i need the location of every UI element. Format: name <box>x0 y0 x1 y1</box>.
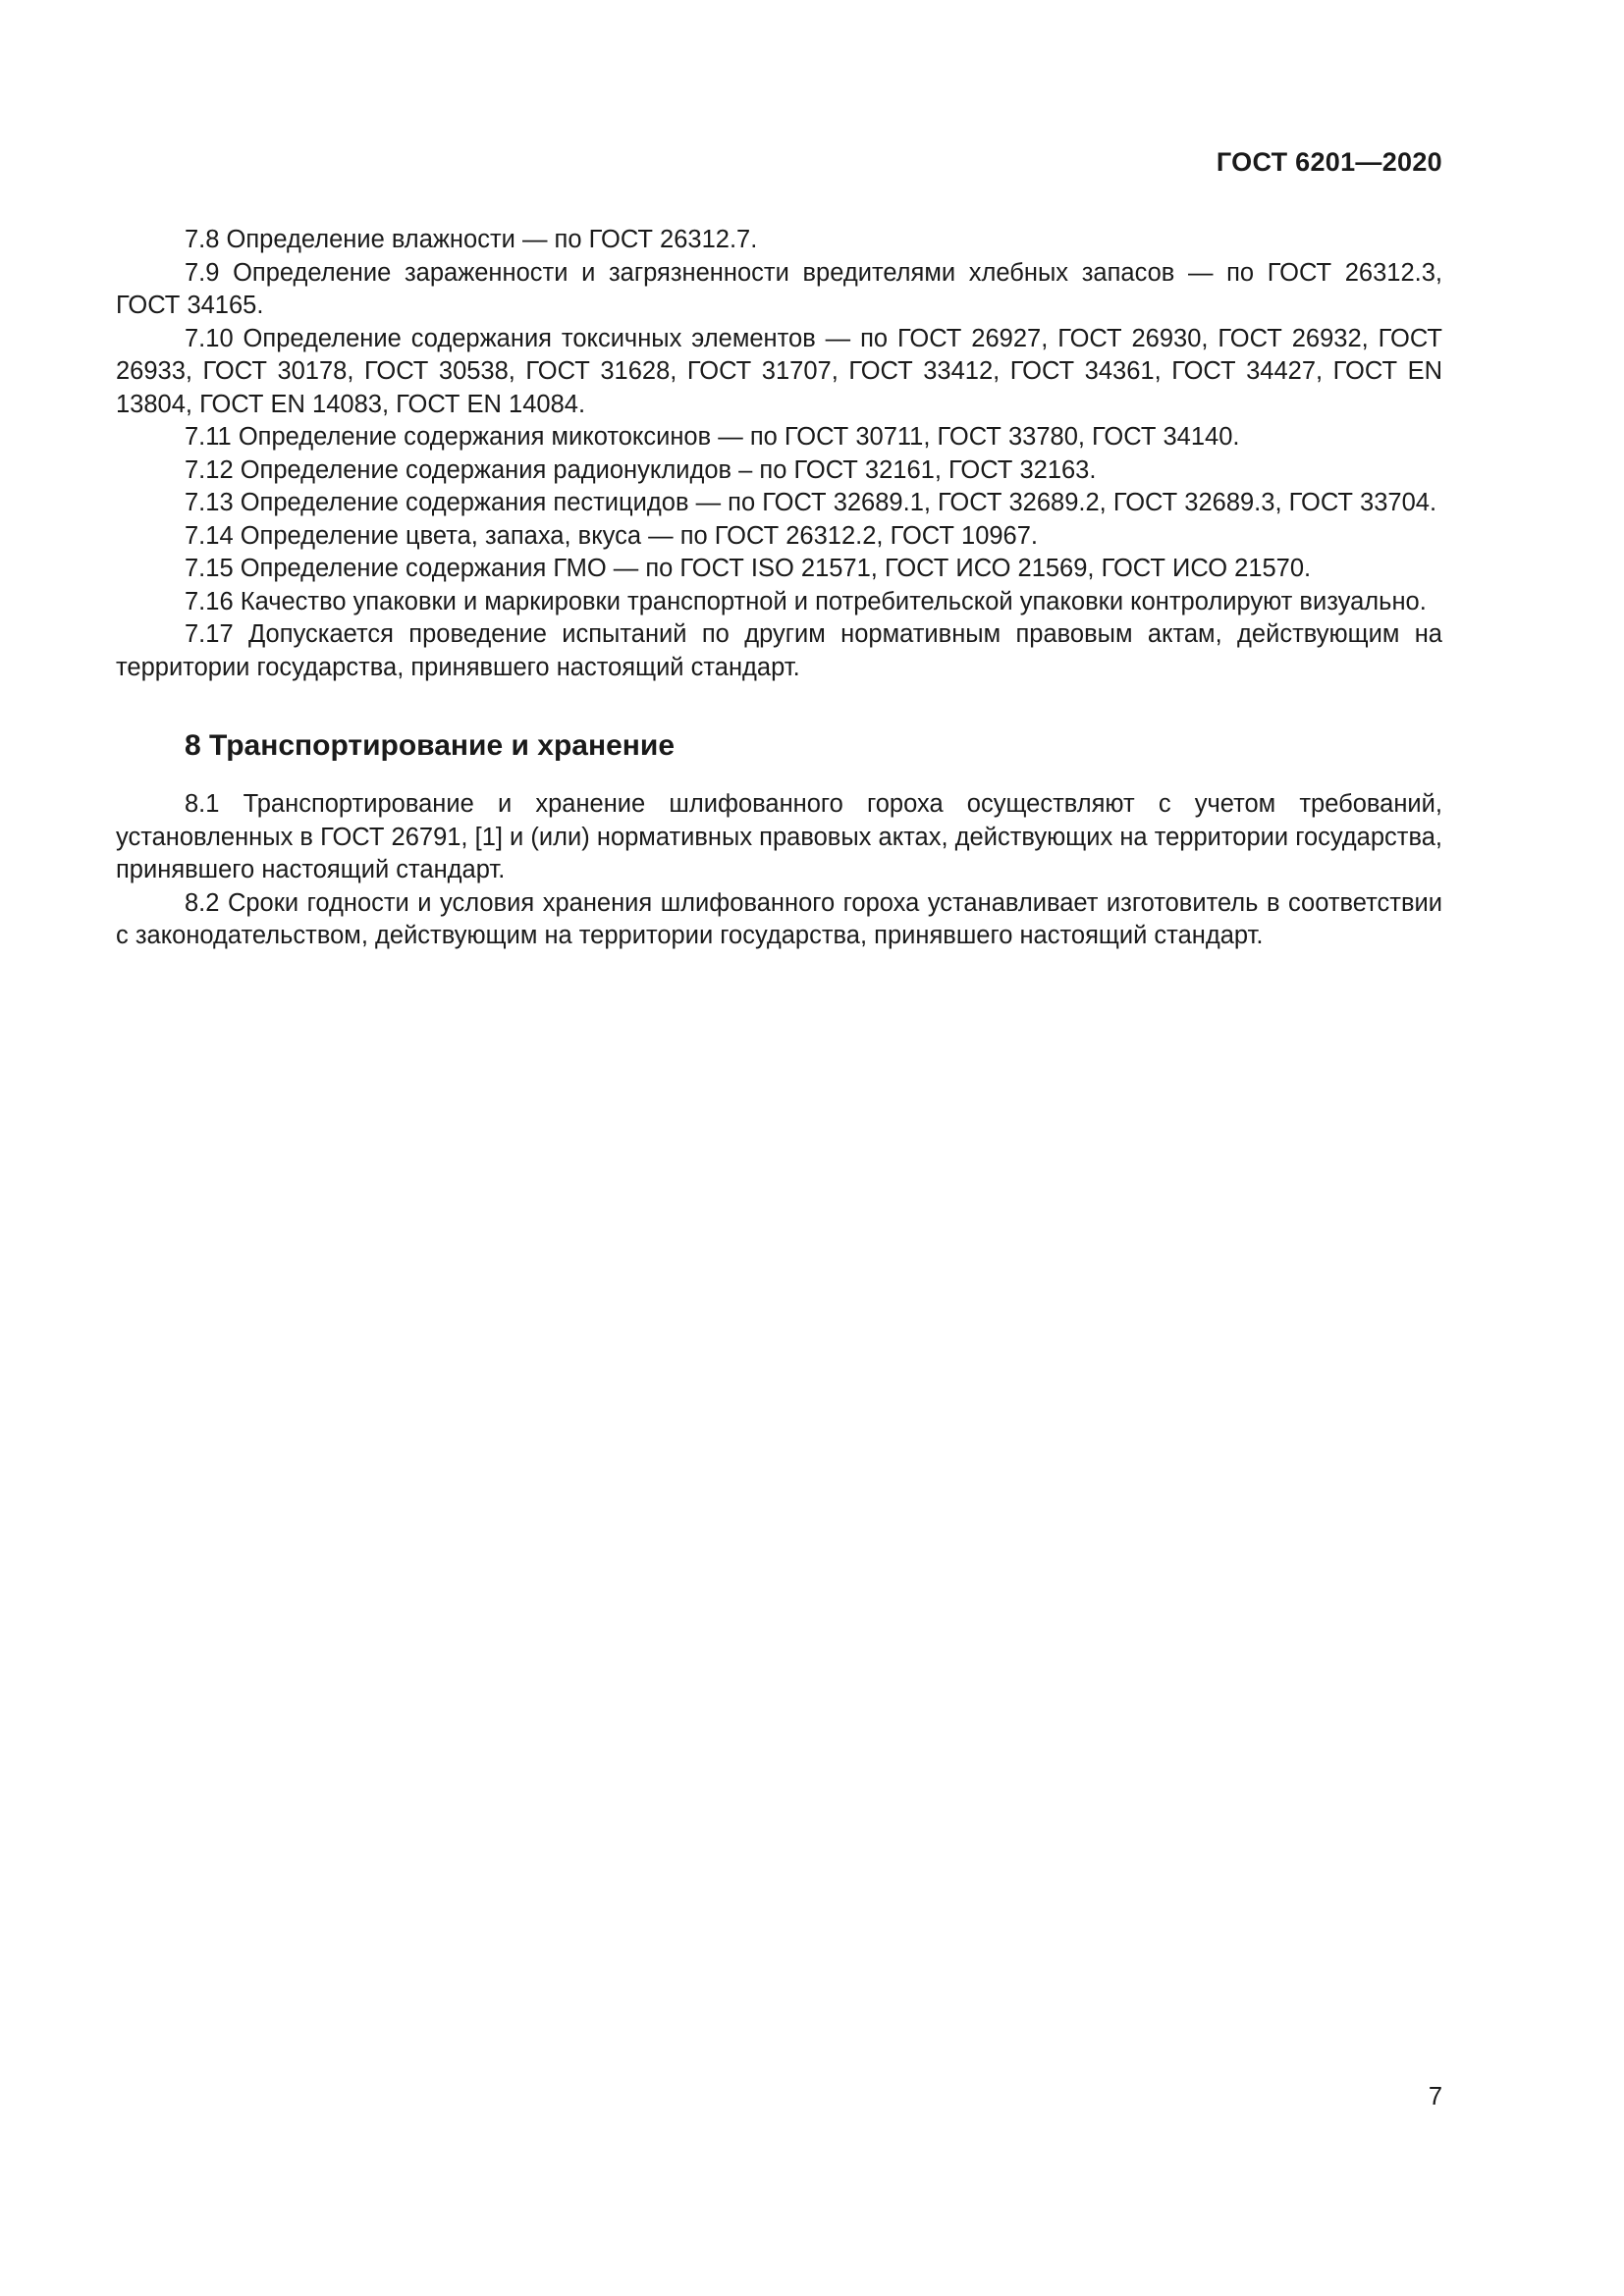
clause-8-2: 8.2 Сроки годности и условия хранения шлифованного гороха устанавливает изготовитель в соответствии с законодательством, действующим на территории государства, принявшего настоящий стандарт. <box>116 888 1442 949</box>
page-number: 7 <box>1428 2083 1442 2110</box>
section-7-items <box>116 224 1442 684</box>
clause-7-15: 7.15 Определение содержания ГМО — по ГОСТ ISO 21571, ГОСТ ИСО 21569, ГОСТ ИСО 21570. <box>185 555 1312 582</box>
clause-7-14: 7.14 Определение цвета, запаха, вкуса — по ГОСТ 26312.2, ГОСТ 10967. <box>185 521 1039 550</box>
clause-7-10: 7.10 Определение содержания токсичных элементов — по ГОСТ 26927, ГОСТ 26930, ГОСТ 26932, ГОСТ 26933, ГОСТ 30178, ГОСТ 30538, ГОСТ 31628, ГОСТ 31707, ГОСТ 33412, ГОСТ 34361, ГОСТ 34427, ГОСТ EN 13804, ГОСТ EN 14083, ГОСТ EN 14084. <box>116 324 1442 418</box>
document-code-header: ГОСТ 6201—2020 <box>1216 147 1442 177</box>
clause-7-11: 7.11 Определение содержания микотоксинов — по ГОСТ 30711, ГОСТ 33780, ГОСТ 34140. <box>185 423 1240 451</box>
clause-7-17: 7.17 Допускается проведение испытаний по другим нормативным правовым актам, действующим на территории государства, принявшего настоящий стандарт. <box>116 620 1442 681</box>
document-body <box>116 224 1442 953</box>
clause-7-13: 7.13 Определение содержания пестицидов — по ГОСТ 32689.1, ГОСТ 32689.2, ГОСТ 32689.3, ГОСТ 33704. <box>185 489 1437 516</box>
clause-7-12: 7.12 Определение содержания радионуклидов – по ГОСТ 32161, ГОСТ 32163. <box>185 455 1097 484</box>
clause-7-9: 7.9 Определение зараженности и загрязненности вредителями хлебных запасов — по ГОСТ 26312.3, ГОСТ 34165. <box>116 258 1442 319</box>
clause-7-16: 7.16 Качество упаковки и маркировки транспортной и потребительской упаковки контролируют визуально. <box>185 587 1427 615</box>
clause-7-8: 7.8 Определение влажности — по ГОСТ 26312.7. <box>185 226 758 253</box>
section-8-heading: 8 Транспортирование и хранение <box>185 729 676 762</box>
clause-8-1: 8.1 Транспортирование и хранение шлифованного гороха осуществляют с учетом требований, установленных в ГОСТ 26791, [1] и (или) нормативных правовых актах, действующих на территории государства, принявшего настоящий стандарт. <box>116 790 1442 883</box>
section-8-items <box>116 788 1442 953</box>
